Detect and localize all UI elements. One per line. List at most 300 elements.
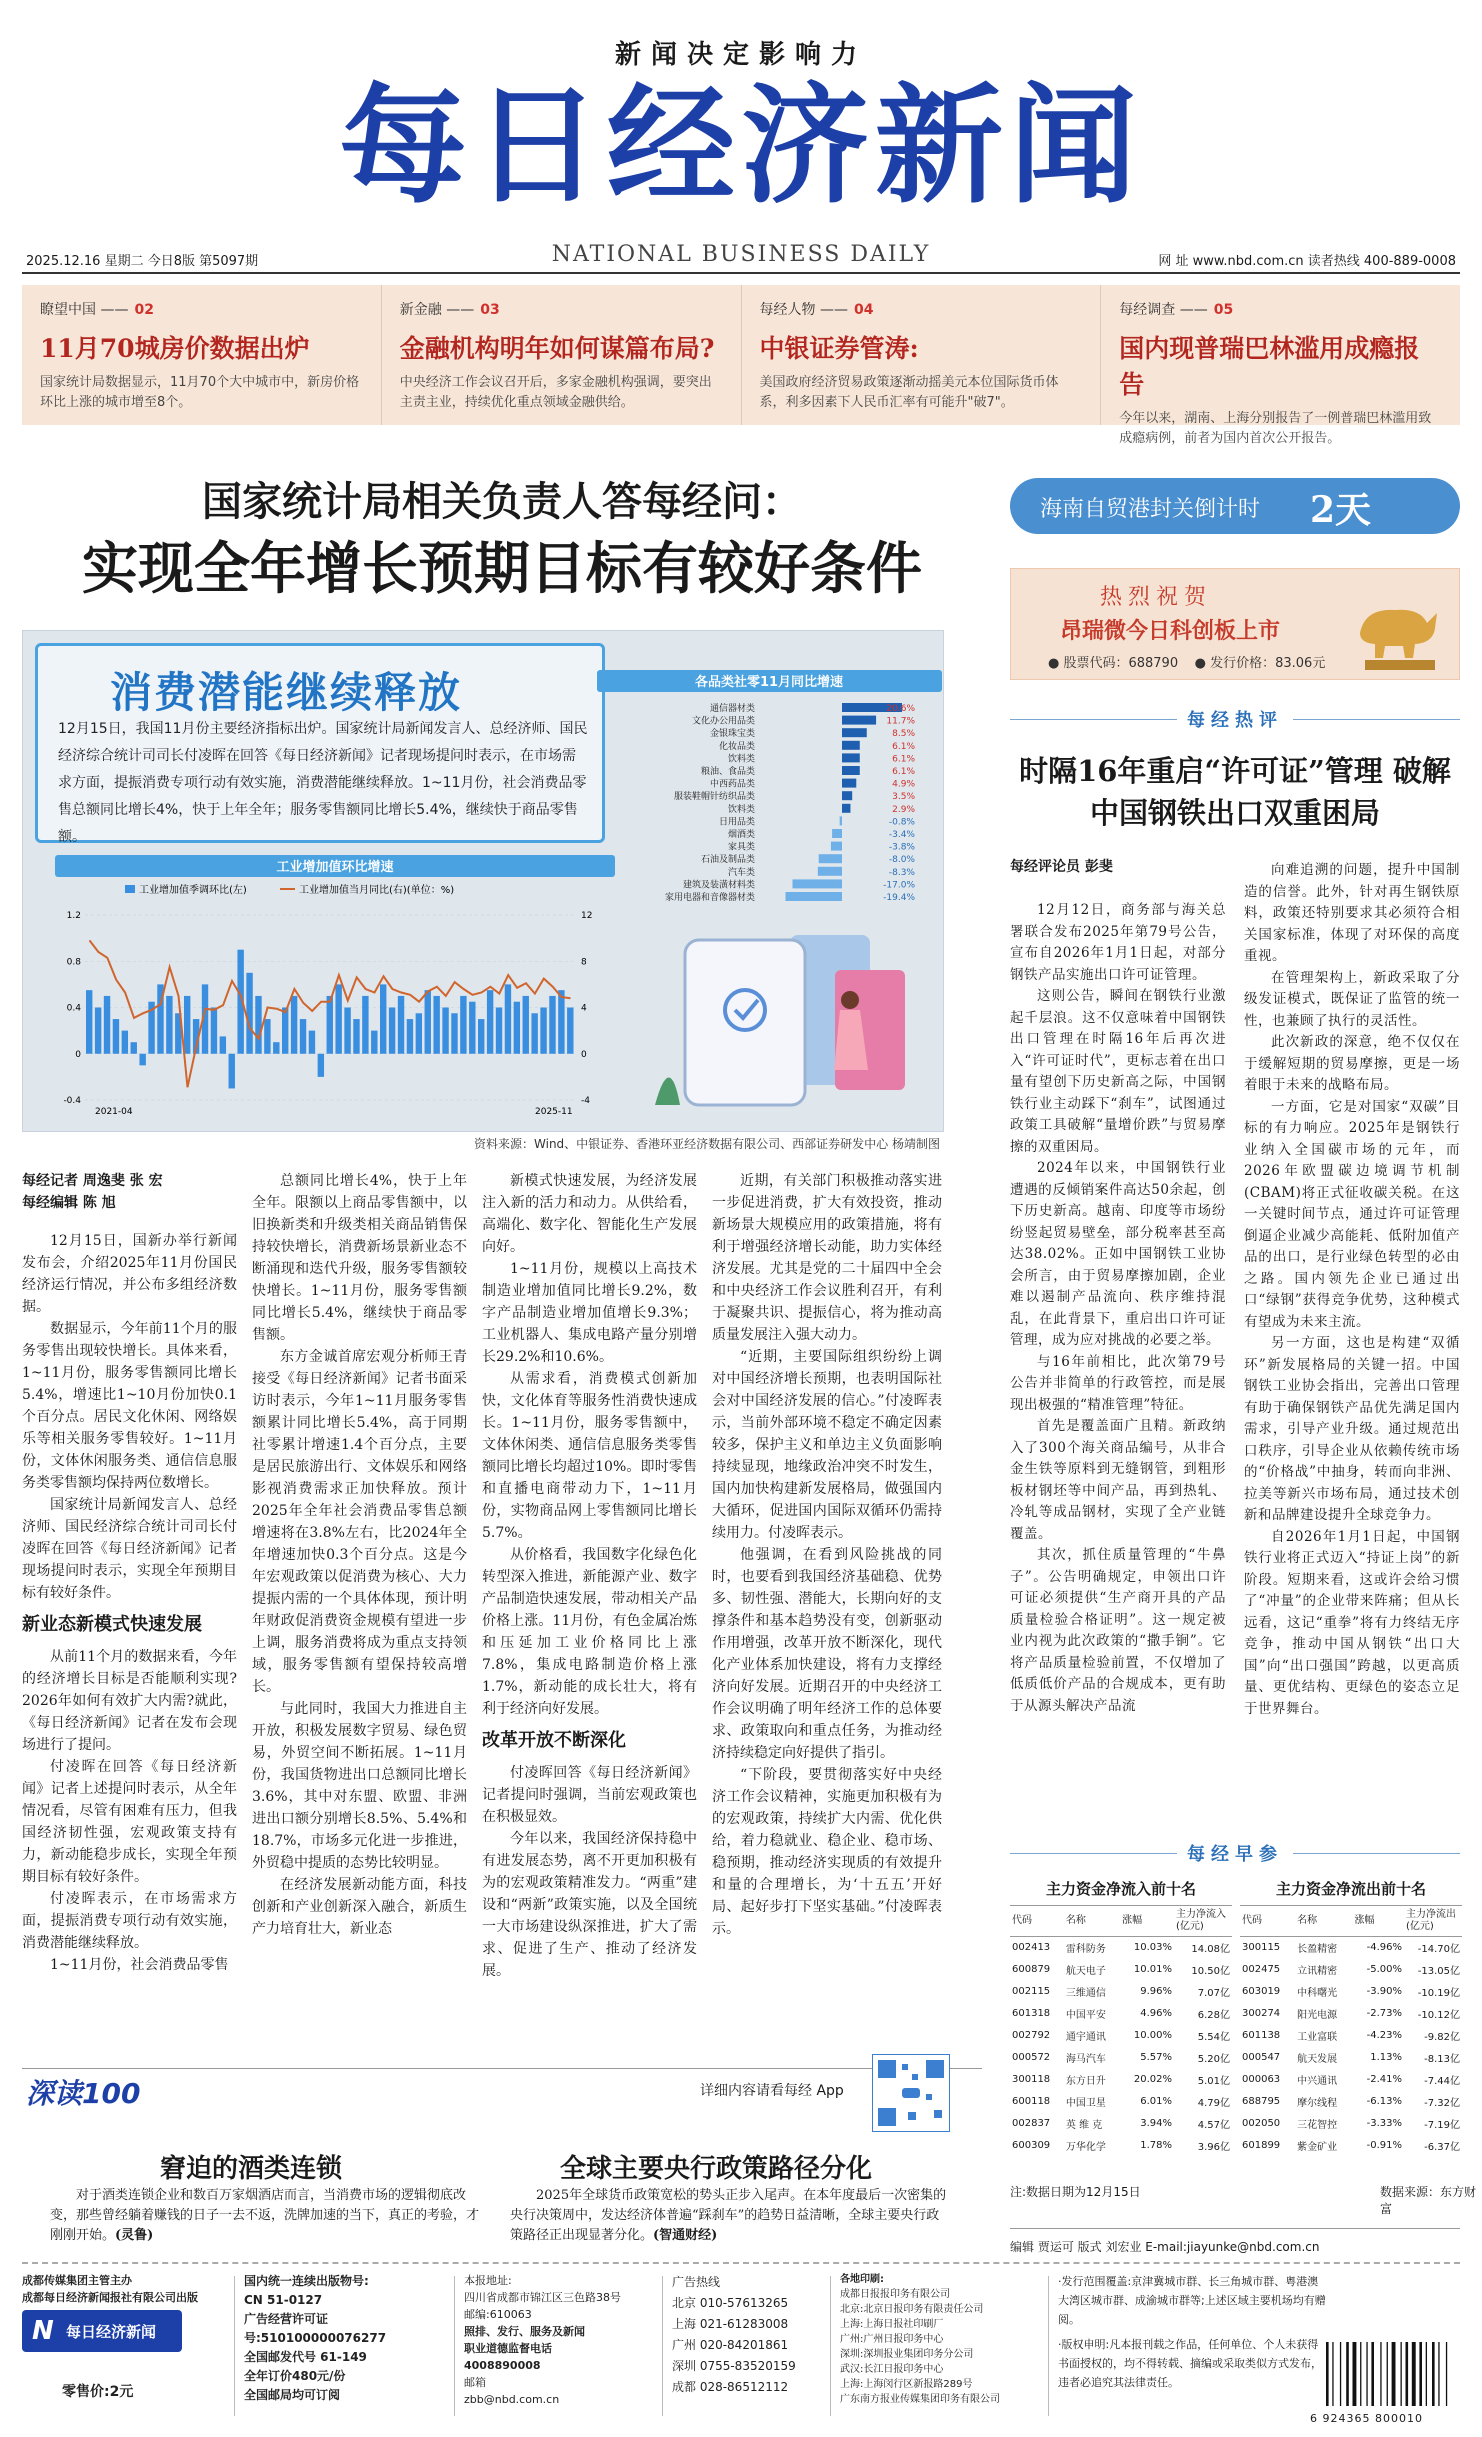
masthead-title: 每日经济新闻: [338, 72, 1143, 221]
table-cell: 7.07亿: [1197, 1988, 1230, 1999]
value-bar: [131, 1042, 137, 1054]
value-bar: [86, 990, 92, 1054]
barcode-icon: [1320, 2340, 1460, 2410]
table-cell: -4.96%: [1366, 1942, 1402, 1954]
table-cell: 中国卫星: [1065, 2098, 1106, 2109]
category-bar: [842, 753, 860, 762]
comment-section-label: 每经热评: [1187, 710, 1283, 731]
paragraph: “近期，主要国际组织纷纷上调对中国经济增长预期，也表明国际社会对中国经济发展的信心。”付凌晖表示，当前外部环境不稳定不确定因素较多，保护主义和单边主义负面影响持续显现，地缘政治冲突不时发生，国内加快构建新发展格局，做强国内大循环，促进国内国际双循环仍需持续用力。付凌晖表示。: [712, 1349, 942, 1541]
table-row: [1240, 2113, 1462, 2135]
category-bar: [842, 766, 860, 775]
table-row: [1240, 2135, 1462, 2157]
paragraph: 近期，有关部门积极推动落实进一步促进消费，扩大有效投资，推动新场景大规模应用的政策措施，将有利于增强经济增长动能，助力实体经济发展。尤其是党的二十届四中全会和中央经济工作会议胜利召开，有利于凝聚共识、提振信心，将为推动高质量发展注入强大动力。: [712, 1173, 942, 1343]
teaser-item[interactable]: 瞭望中国 —— 02 11月70城房价数据出炉 国家统计局数据显示，11月70个大中城市中，新房价格环比上涨的城市增至8个。: [22, 285, 382, 425]
ad-issue-price: ● 发行价格：83.06元: [1194, 656, 1326, 671]
table-cell: 600118: [1012, 2096, 1051, 2107]
table-row: [1010, 2025, 1232, 2047]
column-header: 代码: [1010, 1906, 1064, 1937]
table-cell: 1.78%: [1140, 2140, 1172, 2151]
table-cell: 10.03%: [1133, 1942, 1172, 1954]
paragraph: 总额同比增长4%，快于上年全年。限额以上商品零售额中，以旧换新类和升级类相关商品销售保持较快增长，消费新场景新业态不断涌现和迭代升级，服务零售额较快增长。1~11月份，服务零售额同比增长5.4%，继续快于商品零售额。: [252, 1173, 467, 1343]
category-bar: [842, 779, 856, 788]
category-value-label: -3.4%: [888, 830, 915, 840]
table-cell: 海马汽车: [1065, 2054, 1106, 2065]
teaser-section: 每经人物: [759, 302, 816, 318]
outflow-table-title: 主力资金净流出前十名: [1275, 1880, 1426, 1898]
y-tick-right: 0: [581, 1049, 587, 1060]
table-cell: 4.57亿: [1197, 2120, 1230, 2131]
paragraph: 从价格看，我国数字化绿色化转型深入推进，新能源产业、数字产品制造快速发展，带动相关产品价格上涨。11月份，有色金属冶炼和压延加工业价格同比上涨7.8%，集成电路制造价格上涨1.7%，新动能的成长壮大，将有利于经济向好发展。: [482, 1547, 697, 1717]
infographic-source: 资料来源：Wind、中银证券、香港环亚经济数据有限公司、西部证券研发中心 杨靖制图: [474, 1137, 940, 1151]
countdown-days: 2天: [1310, 489, 1372, 531]
table-cell: -2.41%: [1366, 2074, 1402, 2085]
teaser-section: 每经调查: [1119, 302, 1176, 318]
category-bar: [832, 829, 842, 838]
paragraph: 新模式快速发展，为经济发展注入新的活力和动力。从供给看，高端化、数字化、智能化生产发展向好。: [482, 1173, 697, 1255]
category-value-label: 2.9%: [892, 804, 915, 815]
table-cell: 5.20亿: [1197, 2054, 1230, 2065]
y-tick-right: 12: [581, 911, 593, 921]
value-bar: [380, 984, 386, 1053]
category-value-label: 6.1%: [892, 767, 915, 777]
teaser-headline: 11月70城房价数据出炉: [40, 334, 310, 363]
value-bar: [567, 1008, 573, 1054]
value-bar: [389, 1008, 395, 1054]
column-header: 名称: [1064, 1906, 1120, 1937]
lead-headline[interactable]: 实现全年增长预期目标有较好条件: [82, 536, 922, 602]
table-row: [1240, 2091, 1462, 2113]
category-label: 家用电器和音像器材类: [664, 893, 755, 903]
table-cell: 东方日升: [1065, 2076, 1106, 2087]
table-cell: 10.00%: [1133, 2030, 1172, 2041]
edition-line: 2025.12.16 星期二 今日8版 第5097期: [26, 254, 259, 269]
table-row: [1240, 1981, 1462, 2003]
deep-article-title[interactable]: 全球主要央行政策路径分化: [560, 2154, 873, 2184]
table-row: [1010, 2069, 1232, 2091]
value-bar: [540, 1008, 546, 1054]
y-tick-left: 1.2: [66, 911, 81, 921]
value-bar: [335, 984, 341, 1053]
paragraph: 这则公告，瞬间在钢铁行业激起千层浪。这不仅意味着中国钢铁出口管理在时隔16年后再次进入“许可证时代”，更标志着在出口量有望创下历史新高之际，中国钢铁行业主动踩下“刹车”，试图通过政策工具破解“量增价跌”与贸易摩擦的双重困局。: [1010, 988, 1226, 1155]
table-row: [1240, 2069, 1462, 2091]
table-row: [1010, 1959, 1232, 1981]
category-bar: [818, 867, 842, 876]
value-bar: [496, 1008, 502, 1054]
teaser-section: 新金融: [399, 302, 442, 318]
footer-ad-hotline: 广告热线 北京 010-57613265 上海 021-61283008 广州 020-84201861 深圳 0755-83520159 成都 028-86512112: [672, 2275, 796, 2394]
outflow-table: [1240, 1878, 1462, 2157]
value-bar: [442, 1008, 448, 1054]
paragraph: 从需求看，消费模式创新加快，文化体育等服务性消费快速成长。1~11月份，服务零售额中，文体休闲类、通信信息服务类零售额同比增长均超过10%。即时零售和直播电商带动力下，1~11月份，实物商品网上零售额同比增长5.7%。: [482, 1371, 697, 1541]
value-bar: [460, 996, 466, 1054]
value-bar: [549, 996, 555, 1054]
footer-line: 成都每日经济新闻报社有限公司出版: [22, 2291, 198, 2304]
value-bar: [318, 1054, 324, 1077]
category-label: 烟酒类: [727, 830, 755, 840]
category-label: 石油及制品类: [700, 855, 755, 866]
value-bar: [229, 1054, 235, 1089]
table-note: 注:数据日期为12月15日: [1010, 2185, 1141, 2199]
table-cell: 10.50亿: [1191, 1966, 1230, 1977]
contact-line: 网 址 www.nbd.com.cn 读者热线 400-889-0008: [1158, 254, 1456, 269]
category-label: 饮料类: [727, 804, 755, 815]
table-cell: 601899: [1242, 2140, 1281, 2151]
table-cell: -6.13%: [1366, 2096, 1402, 2107]
paragraph: 在管理架构上，新政采取了分级发证模式，既保证了监管的统一性，也兼顾了执行的灵活性。: [1244, 969, 1460, 1029]
category-bar: [840, 816, 842, 825]
table-cell: 长盈精密: [1297, 1944, 1338, 1956]
footer-address: 本报地址: 四川省成都市锦江区三色路38号 邮编:610063 照排、发行、服务及新闻 职业道德监督电话 4008890008 邮箱 zbb@nbd.com.cn: [464, 2274, 621, 2406]
paragraph: 付凌晖在回答《每日经济新闻》记者上述提问时表示，从全年情况看，尽管有困难有压力，但我国经济韧性强，宏观政策支持有力，新动能稳步成长，实现全年预期目标有较好条件。: [22, 1759, 237, 1885]
table-cell: 002413: [1012, 1942, 1051, 1954]
value-bar: [478, 1019, 484, 1054]
value-bar: [309, 1031, 315, 1054]
category-value-label: -8.3%: [888, 867, 915, 878]
paragraph: 此次新政的深意，绝不仅仅在于缓解短期的贸易摩擦，更是一场着眼于未来的战略布局。: [1244, 1034, 1460, 1093]
category-bar: [842, 716, 876, 725]
bull-icon: [1345, 578, 1445, 674]
footer-registration: 国内统一连续出版物号: CN 51-0127 广告经营许可证号:510100000076277 全国邮发代号 61-149 全年订价480元/份 全国邮局均可订阅: [244, 2274, 387, 2402]
y-tick-left: 0: [75, 1049, 81, 1060]
y-tick-right: 4: [581, 1003, 587, 1014]
legend-label: 工业增加值当月同比(右)(单位：%): [299, 885, 455, 896]
category-label: 通信器材类: [709, 704, 755, 714]
category-label: 建筑及装潢材料类: [682, 880, 755, 891]
category-value-label: 6.1%: [892, 754, 915, 765]
footer-line: 成都传媒集团主管主办: [22, 2274, 132, 2287]
table-cell: 10.01%: [1133, 1964, 1172, 1975]
table-cell: -10.12亿: [1417, 2010, 1460, 2021]
lead-column-3: [482, 1170, 697, 1982]
table-cell: 3.94%: [1140, 2118, 1172, 2129]
paragraph: 付凌晖回答《每日经济新闻》记者提问时强调，当前宏观政策也在积极显效。: [482, 1765, 697, 1825]
teaser-page-number: 05: [1213, 302, 1234, 318]
table-cell: 603019: [1242, 1986, 1281, 1997]
category-label: 文化办公用品类: [691, 716, 755, 727]
table-cell: 002475: [1242, 1964, 1281, 1975]
y-tick-right: -4: [581, 1096, 590, 1106]
value-bar: [353, 1019, 359, 1054]
editor-credit: 每经编辑 陈 旭: [22, 1195, 116, 1211]
footer-distribution: ·发行范围覆盖:京津冀城市群、长三角城市群、粤港澳大湾区城市群、成渝城市群等;上述区域主要机场均有赠阅。 ·版权申明:凡本报刊载之作品，任何单位、个人未获得书面授权的，均不得转载、摘编或采取类似方式发布，违者必追究其法律责任。: [1058, 2275, 1326, 2389]
teaser-page-number: 04: [853, 302, 874, 318]
table-cell: -5.00%: [1366, 1964, 1402, 1975]
value-bar: [344, 1008, 350, 1054]
logo-icon: N: [32, 2316, 54, 2346]
category-value-label: 6.1%: [892, 741, 915, 752]
paragraph: 从前11个月的数据来看，今年的经济增长目标是否能顺利实现?2026年如何有效扩大内需?就此，《每日经济新闻》记者在发布会现场进行了提问。: [22, 1649, 237, 1753]
masthead-slogan: 新闻决定影响力: [614, 40, 867, 70]
table-cell: 4.79亿: [1197, 2098, 1230, 2109]
table-cell: 14.08亿: [1191, 1944, 1230, 1956]
table-cell: 688795: [1242, 2096, 1281, 2107]
subheading: 新业态新模式快速发展: [22, 1614, 202, 1635]
value-bar: [398, 996, 404, 1054]
table-row: [1010, 2003, 1232, 2025]
value-bar: [407, 1019, 413, 1054]
table-cell: 1.13%: [1370, 2052, 1402, 2063]
comment-column-1: [1010, 900, 1226, 1717]
teaser-item[interactable]: 新金融 —— 03 金融机构明年如何谋篇布局? 中央经济工作会议召开后，多家金融机构强调，要突出主责主业，持续优化重点领域金融供给。: [382, 285, 742, 425]
category-chart-title: 各品类社零11月同比增速: [694, 675, 844, 690]
value-bar: [166, 996, 172, 1054]
table-cell: 5.54亿: [1197, 2032, 1230, 2043]
table-cell: 中科曙光: [1297, 1988, 1338, 1999]
morning-section-label: 每经早参: [1187, 1844, 1283, 1865]
value-bar: [469, 1002, 475, 1054]
value-bar: [371, 1031, 377, 1054]
table-cell: 000572: [1012, 2052, 1051, 2063]
value-bar: [523, 996, 529, 1054]
category-label: 服装鞋帽针纺织品类: [673, 792, 755, 803]
deep-read-logo: 深读100: [26, 2077, 141, 2110]
category-value-label: -0.8%: [888, 817, 915, 828]
table-cell: 紫金矿业: [1297, 2142, 1338, 2153]
table-cell: 中兴通讯: [1297, 2076, 1338, 2087]
paragraph: 自2026年1月1日起，中国钢铁行业将正式迈入“持证上岗”的新阶段。短期来看，这或许会给习惯了“冲量”的企业带来阵痛；但从长远看，这记“重拳”将有力终结无序竞争，推动中国从钢铁“出口大国”向“出口强国”跨越，以更高质量、更优结构、更绿色的姿态立足于世界舞台。: [1244, 1528, 1460, 1717]
table-cell: -6.37亿: [1424, 2142, 1460, 2153]
table-cell: 万华化学: [1065, 2142, 1106, 2153]
divider: [22, 2068, 982, 2069]
deep-article-source: (智通财经): [653, 2228, 718, 2243]
comment-headline[interactable]: 时隔16年重启“许可证”管理 破解中国钢铁出口双重困局: [1019, 754, 1451, 830]
table-cell: 000547: [1242, 2052, 1281, 2063]
teaser-headline: 国内现普瑞巴林滥用成瘾报告: [1119, 334, 1420, 399]
divider: [1010, 2228, 1460, 2229]
value-bar: [300, 1019, 306, 1054]
category-bar: [819, 854, 842, 863]
category-bar: [831, 842, 842, 851]
table-cell: -4.23%: [1366, 2030, 1402, 2041]
comment-section-header: [1010, 706, 1460, 732]
ad-stock-code: ● 股票代码：688790: [1048, 656, 1179, 671]
table-cell: 002792: [1012, 2030, 1051, 2041]
value-bar: [122, 1031, 128, 1054]
value-bar: [113, 1019, 119, 1054]
table-cell: 立讯精密: [1297, 1966, 1338, 1977]
value-bar: [255, 996, 261, 1054]
table-cell: -2.73%: [1366, 2008, 1402, 2019]
table-cell: 002050: [1242, 2118, 1281, 2129]
retail-price: 零售价:2元: [62, 2384, 134, 2400]
teaser-bar: [22, 285, 1460, 446]
value-bar: [264, 1019, 270, 1054]
category-label: 化妆品类: [718, 741, 755, 752]
value-bar: [220, 1036, 226, 1053]
value-bar: [531, 1013, 537, 1053]
ad-title: 热烈祝贺: [1100, 585, 1213, 610]
category-bar: [842, 791, 852, 800]
legend-swatch: [125, 885, 135, 893]
value-bar: [282, 1008, 288, 1054]
footer: [22, 2272, 1460, 2422]
deep-article-source: (灵鲁): [115, 2228, 154, 2243]
subheading: 改革开放不断深化: [482, 1730, 626, 1751]
legend-label: 工业增加值季调环比(左): [139, 885, 247, 896]
table-cell: 601318: [1012, 2008, 1051, 2019]
paragraph: 国家统计局新闻发言人、总经济师、国民经济综合统计司司长付凌晖在回答《每日经济新闻》记者现场提问时表示，实现全年预期目标有较好条件。: [22, 1497, 237, 1601]
phone-icon: [685, 940, 805, 1105]
paragraph: 1~11月份，规模以上高技术制造业增加值同比增长9.2%，数字产品制造业增加值增长9.3%；工业机器人、集成电路产量分别增长29.2%和10.6%。: [482, 1261, 697, 1365]
table-cell: -3.90%: [1366, 1986, 1402, 1997]
comment-byline: 每经评论员 彭斐: [1010, 859, 1113, 875]
table-cell: 20.02%: [1133, 2074, 1172, 2085]
y-tick-right: 8: [581, 957, 587, 968]
paragraph: 向难追溯的问题，提升中国制造的信誉。此外，针对再生钢铁原料，政策还特别要求其必须符合相关国家标准，体现了对环保的高度重视。: [1244, 862, 1460, 964]
divider: [22, 2262, 1460, 2264]
table-cell: 工业富联: [1297, 2032, 1338, 2043]
table-cell: 雷科防务: [1065, 1944, 1106, 1956]
table-cell: -7.19亿: [1424, 2120, 1460, 2131]
masthead-rule: [22, 272, 1460, 274]
category-bar: [842, 728, 867, 737]
industrial-chart-title: 工业增加值环比增速: [276, 860, 394, 875]
teaser-item[interactable]: 每经人物 —— 04 中银证券管涛: 美国政府经济贸易政策逐渐动摇美元本位国际货币体系，利多因素下人民币汇率有可能升"破7"。: [742, 285, 1102, 425]
qr-code-icon[interactable]: [872, 2054, 950, 2132]
table-cell: 阳光电源: [1297, 2010, 1338, 2021]
category-bar: [842, 741, 860, 750]
morning-section-header: [1010, 1840, 1460, 1866]
category-label: 饮料类: [727, 754, 755, 765]
table-row: [1010, 2113, 1232, 2135]
paragraph: 2024年以来，中国钢铁行业遭遇的反倾销案件高达50余起，创下历史新高。越南、印度等市场纷纷竖起贸易壁垒，部分税率甚至高达38.02%。正如中国钢铁工业协会所言，由于贸易摩擦加剧，企业难以遏制产品流向、秩序维持混乱，在此背景下，重启出口许可证管理，成为应对挑战的必要之举。: [1010, 1160, 1226, 1348]
table-cell: 三花智控: [1297, 2120, 1338, 2131]
category-sales-chart: [597, 670, 942, 910]
category-label: 汽车类: [727, 867, 755, 878]
table-cell: 600309: [1012, 2140, 1051, 2151]
category-label: 粮油、食品类: [700, 767, 755, 777]
paragraph: “下阶段，要贯彻落实好中央经济工作会议精神，实施更加积极有为的宏观政策，持续扩大内需、优化供给，着力稳就业、稳企业、稳市场、稳预期，推动经济实现质的有效提升和量的合理增长，为‘十五五’开好局、起好步打下坚实基础。”付凌晖表示。: [712, 1767, 942, 1937]
deep-article-summary: 2025年全球货币政策宽松的势头正步入尾声。在本年度最后一次密集的央行决策周中，发达经济体普遍“踩刹车”的趋势日益清晰，全球主要央行政策路径正出现显著分化。(智通财经): [510, 2188, 947, 2243]
value-bar: [246, 973, 252, 1054]
column-header: 代码: [1240, 1906, 1295, 1937]
table-cell: 中国平安: [1065, 2010, 1106, 2021]
infographic-title: 消费潜能继续释放: [110, 668, 463, 717]
category-bar: [792, 879, 842, 888]
inflow-table: [1010, 1878, 1232, 2157]
value-bar: [291, 996, 297, 1054]
value-bar: [211, 1008, 217, 1054]
category-bar: [842, 804, 850, 813]
table-cell: -8.13亿: [1424, 2054, 1460, 2065]
table-cell: -3.33%: [1366, 2118, 1402, 2129]
table-cell: 300115: [1242, 1942, 1281, 1954]
y-tick-left: -0.4: [63, 1096, 81, 1106]
countdown-label: 海南自贸港封关倒计时: [1040, 497, 1261, 522]
lead-column-1: [22, 1230, 237, 1976]
table-source: 数据来源：东方财富: [1380, 2185, 1477, 2216]
column-header: 主力净流入(亿元): [1174, 1906, 1232, 1937]
value-bar: [505, 984, 511, 1053]
category-value-label: -19.4%: [883, 893, 915, 903]
lead-column-4: [712, 1170, 942, 1940]
value-bar: [558, 990, 564, 1054]
plant-icon: [655, 1078, 680, 1106]
paragraph: 今年以来，我国经济保持稳中有进发展态势，离不开更加积极有为的宏观政策精准发力。“两重”建设和“两新”政策实施，以及全国统一大市场建设纵深推进，扩大了需求、促进了生产、推动了经济发展。: [482, 1831, 697, 1979]
table-row: [1010, 2091, 1232, 2113]
barcode-number: 6 924365 800010: [1310, 2412, 1423, 2425]
table-row: [1240, 2003, 1462, 2025]
english-name: NATIONAL BUSINESS DAILY: [551, 242, 931, 267]
deep-article-title[interactable]: 窘迫的酒类连锁: [160, 2154, 343, 2184]
table-row: [1240, 1959, 1462, 1981]
category-label: 家具类: [727, 842, 755, 853]
teaser-page-number: 02: [134, 302, 154, 318]
value-bar: [362, 996, 368, 1054]
table-cell: -7.32亿: [1424, 2098, 1460, 2109]
teaser-summary: 美国政府经济贸易政策逐渐动摇美元本位国际货币体系，利多因素下人民币汇率有可能升"破7"。: [759, 375, 1059, 410]
table-cell: 002115: [1012, 1986, 1051, 1997]
teaser-item[interactable]: 每经调查 —— 05 国内现普瑞巴林滥用成瘾报告 今年以来，湖南、上海分别报告了一例普瑞巴林滥用致成瘾病例，前者为国内首次公开报告。: [1101, 285, 1460, 425]
category-value-label: -8.0%: [888, 855, 915, 866]
footer-printers: 各地印刷: 成都日报报印务有限公司 北京:北京日报印务有限责任公司 上海:上海日报社印刷厂 广州:广州日报印务中心 深圳:深圳报业集团印务分公司 武汉:长江日报印务中心 上海:上海闵行区新报路289号 广东南方报业传媒集团印务有限公司: [840, 2274, 1000, 2405]
paragraph: 12月12日，商务部与海关总署联合发布2025年第79号公告，宣布自2026年1月1日起，对部分钢铁产品实施出口许可证管理。: [1010, 902, 1226, 983]
category-value-label: 11.7%: [886, 716, 915, 727]
table-cell: 三维通信: [1065, 1988, 1106, 1999]
column-header: 主力净流出(亿元): [1404, 1906, 1462, 1937]
deep-article-summary: 对于酒类连锁企业和数百万家烟酒店而言，当消费市场的逻辑彻底改变，那些曾经躺着赚钱的日子一去不返，洗牌加速的当下，真正的考验，才刚刚开始。(灵鲁): [50, 2188, 480, 2243]
table-cell: 4.96%: [1140, 2008, 1172, 2019]
reporter-box: [22, 1170, 163, 1214]
table-row: [1010, 1981, 1232, 2003]
value-bar: [425, 990, 431, 1054]
teaser-summary: 国家统计局数据显示，11月70个大中城市中，新房价格环比上涨的城市增至8个。: [40, 375, 360, 410]
y-tick-left: 0.4: [66, 1003, 81, 1014]
paragraph: 付凌晖表示，在市场需求方面，提振消费专项行动有效实施，消费潜能继续释放。: [22, 1891, 237, 1951]
table-cell: -14.70亿: [1417, 1944, 1460, 1956]
value-bar: [184, 996, 190, 1054]
shopping-illustration: [640, 900, 940, 1125]
table-cell: 通宇通讯: [1065, 2032, 1106, 2043]
ad-meta: [1048, 652, 1325, 671]
paragraph: 12月15日，国新办举行新闻发布会，介绍2025年11月份国民经济运行情况，并公布多组经济数据。: [22, 1233, 237, 1315]
paragraph: 他强调，在看到风险挑战的同时，也要看到我国经济基础稳、优势多、韧性强、潜能大，长期向好的支撑条件和基本趋势没有变，创新驱动作用增强，改革开放不断深化，现代化产业体系加快建设，将有力支撑经济向好发展。近期召开的中央经济工作会议明确了明年经济工作的总体要求、政策取向和重点任务，为推动经济持续稳定向好提供了指引。: [712, 1547, 942, 1761]
table-cell: -13.05亿: [1417, 1966, 1460, 1977]
table-cell: 300274: [1242, 2008, 1281, 2019]
countdown-banner[interactable]: [1010, 478, 1460, 534]
table-cell: -9.82亿: [1424, 2032, 1460, 2043]
paragraph: 东方金诚首席宏观分析师王青接受《每日经济新闻》记者书面采访时表示，今年1~11月服务零售额累计同比增长5.4%，高于同期社零累计增速1.4个百分点，主要是居民旅游出行、文体娱乐和网络影视消费需求正加快释放。预计2025年全年社会消费品零售总额增速将在3.8%左右，比2024年全年增速加快0.3个百分点。这是今年宏观政策以促消费为核心、大力提振内需的一个具体体现，预计明年财政促消费资金规模有望进一步上调，服务消费将成为重点支持领域，服务零售额有望保持较高增长。: [252, 1349, 467, 1695]
teaser-page-number: 03: [480, 302, 500, 318]
comment-column-2: [1244, 860, 1460, 1720]
lead-column-2: [252, 1170, 467, 1940]
table-cell: 5.01亿: [1197, 2076, 1230, 2087]
app-promo: 详细内容请看每经 App: [700, 2083, 844, 2099]
teaser-summary: 中央经济工作会议召开后，多家金融机构强调，要突出主责主业，持续优化重点领域金融供给。: [399, 375, 712, 410]
table-cell: 航天电子: [1065, 1966, 1106, 1977]
ad-company: 昂瑞微今日科创板上市: [1060, 619, 1281, 644]
category-label: 金银珠宝类: [709, 729, 755, 740]
value-bar: [95, 1008, 101, 1054]
category-label: 中西药品类: [709, 779, 755, 790]
teaser-summary: 今年以来，湖南、上海分别报告了一例普瑞巴林滥用致成瘾病例，前者为国内首次公开报告。: [1119, 411, 1432, 446]
editor-line: 编辑 贾运可 版式 刘宏业 E-mail:jiayunke@nbd.com.cn: [1010, 2240, 1320, 2254]
table-cell: 601138: [1242, 2030, 1281, 2041]
table-cell: 300118: [1012, 2074, 1051, 2085]
footer-publisher: [22, 2272, 222, 2306]
category-value-label: -17.0%: [883, 880, 915, 891]
category-label: 日用品类: [718, 817, 755, 828]
reporter-line: 每经记者 周逸斐 张 宏: [22, 1173, 163, 1189]
paragraph: 其次，抓住质量管理的“牛鼻子”。公告明确规定，申领出口许可证必须提供“生产商开具的产品质量检验合格证明”。这一规定被业内视为此次政策的“撒手锏”。它将产品质量检验前置，不仅增加了低质低价产品的合规成本，更有助于从源头解决产品流: [1010, 1547, 1226, 1714]
paragraph: 与16年前相比，此次第79号公告并非简单的行政管控，而是展现出极强的“精准管理”特征。: [1010, 1353, 1226, 1413]
value-bar: [487, 990, 493, 1054]
table-row: [1010, 1937, 1232, 1959]
table-row: [1010, 2135, 1232, 2157]
inflow-table-title: 主力资金净流入前十名: [1045, 1880, 1196, 1898]
y-tick-left: 0.8: [66, 957, 81, 968]
table-cell: 6.28亿: [1197, 2010, 1230, 2021]
